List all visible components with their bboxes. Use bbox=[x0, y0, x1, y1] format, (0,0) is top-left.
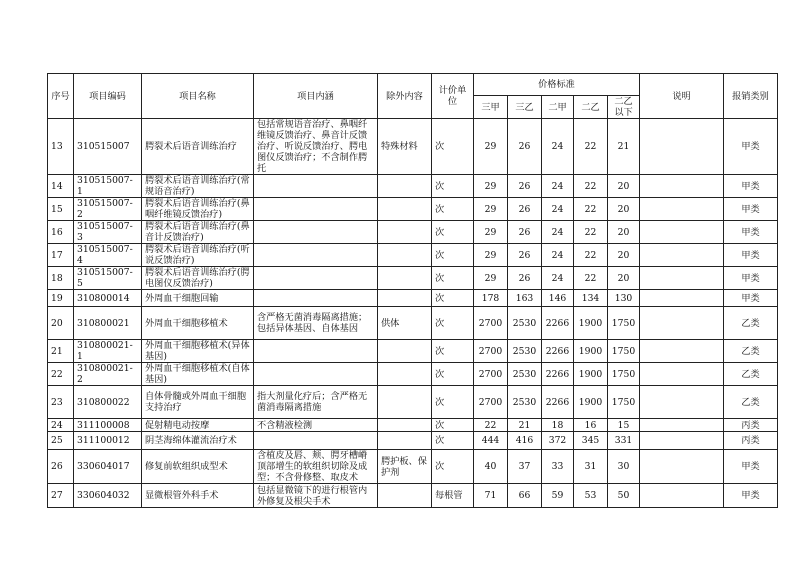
cell-p2: 26 bbox=[508, 244, 542, 267]
cell-note bbox=[640, 307, 724, 340]
table-row bbox=[48, 175, 778, 198]
cell-p3: 146 bbox=[542, 290, 574, 307]
cell-p3: 33 bbox=[542, 450, 574, 484]
cell-content bbox=[254, 244, 378, 267]
cell-p4: 22 bbox=[574, 267, 608, 290]
cell-cat: 甲类 bbox=[724, 450, 778, 484]
cell-p4: 53 bbox=[574, 484, 608, 508]
cell-seq: 15 bbox=[48, 198, 74, 221]
cell-seq: 16 bbox=[48, 221, 74, 244]
cell-cat: 甲类 bbox=[724, 290, 778, 307]
cell-name: 腭裂术后语音训练治疗(听说反馈治疗) bbox=[142, 244, 254, 267]
cell-cat: 乙类 bbox=[724, 307, 778, 340]
cell-p3: 59 bbox=[542, 484, 574, 508]
header-price-standard: 价格标准 bbox=[474, 74, 640, 96]
cell-name: 外周血干细胞回输 bbox=[142, 290, 254, 307]
cell-content bbox=[254, 432, 378, 450]
cell-p2: 2530 bbox=[508, 307, 542, 340]
cell-name: 腭裂术后语音训练治疗(常规语音治疗) bbox=[142, 175, 254, 198]
cell-note bbox=[640, 290, 724, 307]
cell-code: 310515007-5 bbox=[74, 267, 142, 290]
cell-p1: 29 bbox=[474, 221, 508, 244]
cell-cat: 甲类 bbox=[724, 119, 778, 175]
cell-name: 腭裂术后语音训练治疗(鼻咽纤维镜反馈治疗) bbox=[142, 198, 254, 221]
cell-p2: 2530 bbox=[508, 363, 542, 386]
cell-p3: 24 bbox=[542, 267, 574, 290]
cell-p1: 29 bbox=[474, 175, 508, 198]
cell-p4: 1900 bbox=[574, 340, 608, 363]
cell-cat: 甲类 bbox=[724, 198, 778, 221]
cell-excl bbox=[378, 221, 432, 244]
header-code: 项目编码 bbox=[74, 74, 142, 119]
cell-seq: 26 bbox=[48, 450, 74, 484]
cell-unit: 次 bbox=[432, 432, 474, 450]
cell-excl: 特殊材料 bbox=[378, 119, 432, 175]
cell-p5: 1750 bbox=[608, 307, 640, 340]
cell-p5: 20 bbox=[608, 244, 640, 267]
cell-name: 修复前软组织成型术 bbox=[142, 450, 254, 484]
cell-code: 310515007-1 bbox=[74, 175, 142, 198]
header-name: 项目名称 bbox=[142, 74, 254, 119]
cell-p5: 15 bbox=[608, 419, 640, 432]
cell-p4: 31 bbox=[574, 450, 608, 484]
cell-excl bbox=[378, 198, 432, 221]
cell-note bbox=[640, 221, 724, 244]
cell-name: 自体骨髓或外周血干细胞支持治疗 bbox=[142, 386, 254, 419]
cell-content bbox=[254, 198, 378, 221]
cell-content: 含严格无菌消毒隔离措施；包括异体基因、自体基因 bbox=[254, 307, 378, 340]
cell-p3: 372 bbox=[542, 432, 574, 450]
cell-p4: 345 bbox=[574, 432, 608, 450]
cell-code: 310800021-1 bbox=[74, 340, 142, 363]
header-unit: 计价单位 bbox=[432, 74, 474, 119]
cell-note bbox=[640, 244, 724, 267]
cell-cat: 丙类 bbox=[724, 432, 778, 450]
cell-p5: 50 bbox=[608, 484, 640, 508]
cell-p2: 26 bbox=[508, 221, 542, 244]
cell-p4: 1900 bbox=[574, 363, 608, 386]
cell-note bbox=[640, 432, 724, 450]
cell-p3: 24 bbox=[542, 119, 574, 175]
cell-p4: 16 bbox=[574, 419, 608, 432]
cell-p2: 66 bbox=[508, 484, 542, 508]
cell-seq: 14 bbox=[48, 175, 74, 198]
cell-content bbox=[254, 267, 378, 290]
cell-code: 310800021-2 bbox=[74, 363, 142, 386]
table-row bbox=[48, 484, 778, 508]
cell-excl: 供体 bbox=[378, 307, 432, 340]
cell-unit: 次 bbox=[432, 175, 474, 198]
cell-p5: 1750 bbox=[608, 340, 640, 363]
cell-p4: 22 bbox=[574, 244, 608, 267]
cell-p5: 20 bbox=[608, 198, 640, 221]
cell-note bbox=[640, 340, 724, 363]
table-row bbox=[48, 450, 778, 484]
cell-excl: 腭护板、保护剂 bbox=[378, 450, 432, 484]
cell-p1: 2700 bbox=[474, 363, 508, 386]
cell-p2: 26 bbox=[508, 267, 542, 290]
cell-p3: 24 bbox=[542, 244, 574, 267]
cell-p4: 22 bbox=[574, 175, 608, 198]
cell-p5: 130 bbox=[608, 290, 640, 307]
cell-p1: 22 bbox=[474, 419, 508, 432]
cell-p4: 22 bbox=[574, 221, 608, 244]
cell-code: 310800022 bbox=[74, 386, 142, 419]
cell-cat: 甲类 bbox=[724, 221, 778, 244]
cell-note bbox=[640, 450, 724, 484]
cell-cat: 甲类 bbox=[724, 484, 778, 508]
cell-unit: 次 bbox=[432, 244, 474, 267]
cell-unit: 次 bbox=[432, 198, 474, 221]
table-row bbox=[48, 307, 778, 340]
cell-code: 310515007 bbox=[74, 119, 142, 175]
cell-seq: 23 bbox=[48, 386, 74, 419]
cell-unit: 次 bbox=[432, 450, 474, 484]
cell-p2: 2530 bbox=[508, 386, 542, 419]
cell-p1: 444 bbox=[474, 432, 508, 450]
cell-seq: 20 bbox=[48, 307, 74, 340]
cell-seq: 17 bbox=[48, 244, 74, 267]
cell-p2: 37 bbox=[508, 450, 542, 484]
cell-code: 310800014 bbox=[74, 290, 142, 307]
cell-unit: 次 bbox=[432, 419, 474, 432]
cell-p1: 2700 bbox=[474, 340, 508, 363]
header-price-2: 三乙 bbox=[508, 96, 542, 119]
price-table bbox=[47, 73, 778, 508]
table-header bbox=[48, 74, 778, 119]
cell-unit: 次 bbox=[432, 119, 474, 175]
cell-name: 显微根管外科手术 bbox=[142, 484, 254, 508]
header-price-1: 三甲 bbox=[474, 96, 508, 119]
cell-cat: 甲类 bbox=[724, 175, 778, 198]
cell-name: 腭裂术后语音训练治疗 bbox=[142, 119, 254, 175]
cell-seq: 13 bbox=[48, 119, 74, 175]
cell-p3: 24 bbox=[542, 198, 574, 221]
cell-p2: 2530 bbox=[508, 340, 542, 363]
cell-code: 310800021 bbox=[74, 307, 142, 340]
cell-unit: 每根管 bbox=[432, 484, 474, 508]
cell-unit: 次 bbox=[432, 363, 474, 386]
cell-content bbox=[254, 221, 378, 244]
cell-p4: 1900 bbox=[574, 307, 608, 340]
cell-name: 腭裂术后语音训练治疗(腭电图仪反馈治疗) bbox=[142, 267, 254, 290]
table-row bbox=[48, 244, 778, 267]
cell-p3: 24 bbox=[542, 175, 574, 198]
cell-excl bbox=[378, 432, 432, 450]
cell-cat: 甲类 bbox=[724, 267, 778, 290]
cell-p1: 2700 bbox=[474, 386, 508, 419]
header-category: 报销类别 bbox=[724, 74, 778, 119]
cell-unit: 次 bbox=[432, 340, 474, 363]
cell-content bbox=[254, 363, 378, 386]
cell-p2: 26 bbox=[508, 119, 542, 175]
cell-cat: 丙类 bbox=[724, 419, 778, 432]
cell-excl bbox=[378, 340, 432, 363]
cell-p2: 26 bbox=[508, 198, 542, 221]
cell-code: 330604032 bbox=[74, 484, 142, 508]
cell-seq: 22 bbox=[48, 363, 74, 386]
cell-excl bbox=[378, 244, 432, 267]
cell-p5: 30 bbox=[608, 450, 640, 484]
cell-content bbox=[254, 290, 378, 307]
cell-p3: 2266 bbox=[542, 307, 574, 340]
cell-p3: 18 bbox=[542, 419, 574, 432]
cell-note bbox=[640, 175, 724, 198]
cell-cat: 甲类 bbox=[724, 244, 778, 267]
table-row bbox=[48, 221, 778, 244]
cell-excl bbox=[378, 386, 432, 419]
cell-seq: 24 bbox=[48, 419, 74, 432]
cell-note bbox=[640, 119, 724, 175]
cell-p5: 331 bbox=[608, 432, 640, 450]
cell-excl bbox=[378, 290, 432, 307]
cell-content bbox=[254, 340, 378, 363]
cell-content: 包括常规语音治疗、鼻咽纤维镜反馈治疗、鼻音计反馈治疗、听说反馈治疗、腭电图仪反馈治疗；不含制作腭托 bbox=[254, 119, 378, 175]
cell-p1: 29 bbox=[474, 119, 508, 175]
header-excluded: 除外内容 bbox=[378, 74, 432, 119]
cell-excl bbox=[378, 267, 432, 290]
cell-p3: 2266 bbox=[542, 386, 574, 419]
cell-p1: 178 bbox=[474, 290, 508, 307]
cell-unit: 次 bbox=[432, 267, 474, 290]
table-body bbox=[48, 119, 778, 508]
cell-name: 腭裂术后语音训练治疗(鼻音计反馈治疗) bbox=[142, 221, 254, 244]
cell-p3: 2266 bbox=[542, 363, 574, 386]
header-price-4: 二乙 bbox=[574, 96, 608, 119]
cell-p5: 1750 bbox=[608, 363, 640, 386]
cell-code: 310515007-2 bbox=[74, 198, 142, 221]
cell-p1: 71 bbox=[474, 484, 508, 508]
cell-note bbox=[640, 267, 724, 290]
cell-content: 不含精液检测 bbox=[254, 419, 378, 432]
cell-p1: 40 bbox=[474, 450, 508, 484]
cell-seq: 25 bbox=[48, 432, 74, 450]
cell-content: 包括显微镜下的进行根管内外修复及根尖手术 bbox=[254, 484, 378, 508]
cell-p1: 29 bbox=[474, 244, 508, 267]
header-seq: 序号 bbox=[48, 74, 74, 119]
cell-unit: 次 bbox=[432, 386, 474, 419]
cell-seq: 18 bbox=[48, 267, 74, 290]
cell-p4: 134 bbox=[574, 290, 608, 307]
cell-name: 阴茎海绵体灌流治疗术 bbox=[142, 432, 254, 450]
cell-code: 310515007-3 bbox=[74, 221, 142, 244]
header-price-3: 二甲 bbox=[542, 96, 574, 119]
header-content: 项目内涵 bbox=[254, 74, 378, 119]
cell-unit: 次 bbox=[432, 221, 474, 244]
cell-p4: 1900 bbox=[574, 386, 608, 419]
cell-note bbox=[640, 363, 724, 386]
cell-p3: 24 bbox=[542, 221, 574, 244]
cell-content: 含植皮及唇、颊、腭牙槽嵴顶部增生的软组织切除及成型；不含骨修整、取皮术 bbox=[254, 450, 378, 484]
cell-seq: 19 bbox=[48, 290, 74, 307]
header-note: 说明 bbox=[640, 74, 724, 119]
cell-note bbox=[640, 198, 724, 221]
cell-seq: 21 bbox=[48, 340, 74, 363]
cell-p1: 2700 bbox=[474, 307, 508, 340]
table-row bbox=[48, 419, 778, 432]
table-row bbox=[48, 363, 778, 386]
cell-note bbox=[640, 386, 724, 419]
cell-name: 外周血干细胞移植术 bbox=[142, 307, 254, 340]
cell-code: 310515007-4 bbox=[74, 244, 142, 267]
cell-p2: 26 bbox=[508, 175, 542, 198]
cell-p5: 20 bbox=[608, 267, 640, 290]
cell-name: 外周血干细胞移植术(自体基因) bbox=[142, 363, 254, 386]
cell-content bbox=[254, 175, 378, 198]
cell-unit: 次 bbox=[432, 290, 474, 307]
table-row bbox=[48, 432, 778, 450]
cell-p2: 21 bbox=[508, 419, 542, 432]
cell-cat: 乙类 bbox=[724, 363, 778, 386]
cell-code: 311100012 bbox=[74, 432, 142, 450]
cell-p4: 22 bbox=[574, 119, 608, 175]
cell-note bbox=[640, 484, 724, 508]
cell-cat: 乙类 bbox=[724, 386, 778, 419]
table-row bbox=[48, 386, 778, 419]
cell-p5: 1750 bbox=[608, 386, 640, 419]
cell-p5: 21 bbox=[608, 119, 640, 175]
cell-unit: 次 bbox=[432, 307, 474, 340]
cell-excl bbox=[378, 484, 432, 508]
cell-name: 外周血干细胞移植术(异体基因) bbox=[142, 340, 254, 363]
cell-excl bbox=[378, 175, 432, 198]
cell-code: 330604017 bbox=[74, 450, 142, 484]
table-row bbox=[48, 290, 778, 307]
cell-cat: 乙类 bbox=[724, 340, 778, 363]
cell-p1: 29 bbox=[474, 198, 508, 221]
cell-note bbox=[640, 419, 724, 432]
cell-p4: 22 bbox=[574, 198, 608, 221]
cell-seq: 27 bbox=[48, 484, 74, 508]
header-price-5: 二乙以下 bbox=[608, 96, 640, 119]
cell-p5: 20 bbox=[608, 175, 640, 198]
cell-code: 311100008 bbox=[74, 419, 142, 432]
cell-excl bbox=[378, 419, 432, 432]
cell-p2: 416 bbox=[508, 432, 542, 450]
cell-p5: 20 bbox=[608, 221, 640, 244]
table-row bbox=[48, 340, 778, 363]
table-row bbox=[48, 119, 778, 175]
table-row bbox=[48, 267, 778, 290]
cell-p3: 2266 bbox=[542, 340, 574, 363]
table-row bbox=[48, 198, 778, 221]
cell-p1: 29 bbox=[474, 267, 508, 290]
cell-excl bbox=[378, 363, 432, 386]
cell-p2: 163 bbox=[508, 290, 542, 307]
cell-name: 促射精电动按摩 bbox=[142, 419, 254, 432]
cell-content: 指大剂量化疗后；含严格无菌消毒隔离措施 bbox=[254, 386, 378, 419]
